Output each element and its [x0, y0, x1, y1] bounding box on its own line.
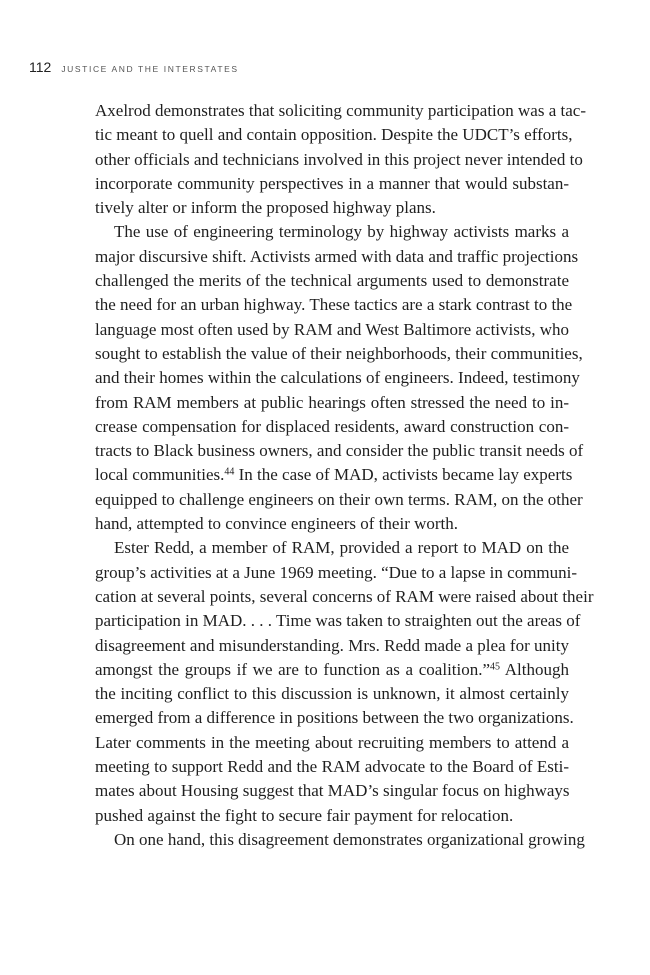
text-line: hand, attempted to convince engineers of their worth. [95, 514, 459, 534]
page-number: 112 [29, 59, 52, 75]
text-line: The use of engineering terminology by highway activists marks a [114, 222, 569, 242]
text-line: pushed against the fight to secure fair payment for relocation. [95, 805, 514, 825]
text-line: tracts to Black business owners, and consider the public transit needs of [95, 441, 584, 461]
text-line: other officials and technicians involved in this project never intended to [95, 149, 583, 169]
footnote-ref-45: 45 [490, 661, 501, 673]
text-line: and their homes within the calculations of engineers. Indeed, testimony [95, 368, 580, 388]
text-line: participation in MAD. . . . Time was taken to straighten out the areas of [95, 611, 581, 631]
text-line: meeting to support Redd and the RAM advocate to the Board of Esti- [95, 757, 569, 777]
text-line: mates about Housing suggest that MAD’s singular focus on highways [95, 781, 570, 801]
text-segment: amongst the groups if we are to function as a coalition.” [95, 659, 491, 679]
text-line: crease compensation for displaced residents, award construction con- [95, 416, 569, 436]
body-text [95, 99, 594, 852]
text-line [95, 463, 573, 487]
text-line: language most often used by RAM and West Baltimore activists, who [95, 319, 569, 339]
text-line: On one hand, this disagreement demonstrates organizational growing [114, 829, 585, 849]
text-line: disagreement and misunderstanding. Mrs. Redd made a plea for unity [95, 635, 569, 655]
text-line: Later comments in the meeting about recruiting members to attend a [95, 732, 569, 752]
footnote-ref-44: 44 [224, 466, 235, 478]
text-line: tively alter or inform the proposed highway plans. [95, 198, 436, 218]
text-line: the need for an urban highway. These tactics are a stark contrast to the [95, 295, 573, 315]
text-line: sought to establish the value of their neighborhoods, their communities, [95, 343, 583, 363]
text-line: Ester Redd, a member of RAM, provided a report to MAD on the [114, 538, 569, 558]
text-line: equipped to challenge engineers on their own terms. RAM, on the other [95, 489, 583, 509]
text-segment: local communities. [95, 465, 225, 485]
text-line: major discursive shift. Activists armed with data and traffic projections [95, 246, 579, 266]
text-line: challenged the merits of the technical arguments used to demonstrate [95, 271, 569, 291]
running-head [29, 59, 239, 75]
text-line: the inciting conflict to this discussion is unknown, it almost certainly [95, 684, 569, 704]
text-line [95, 658, 569, 682]
text-line: from RAM members at public hearings often stressed the need to in- [95, 392, 569, 412]
text-line: Axelrod demonstrates that soliciting community participation was a tac- [95, 101, 586, 120]
text-line: emerged from a difference in positions between the two organizations. [95, 708, 574, 728]
text-segment: Although [500, 659, 569, 679]
text-line: tic meant to quell and contain opposition. Despite the UDCT’s efforts, [95, 125, 573, 145]
text-segment: In the case of MAD, activists became lay experts [234, 465, 573, 485]
text-line: group’s activities at a June 1969 meeting. “Due to a lapse in communi- [95, 562, 578, 582]
text-line: cation at several points, several concerns of RAM were raised about their [95, 586, 594, 606]
running-title: JUSTICE AND THE INTERSTATES [61, 64, 239, 74]
text-line: incorporate community perspectives in a manner that would substan- [95, 173, 569, 193]
